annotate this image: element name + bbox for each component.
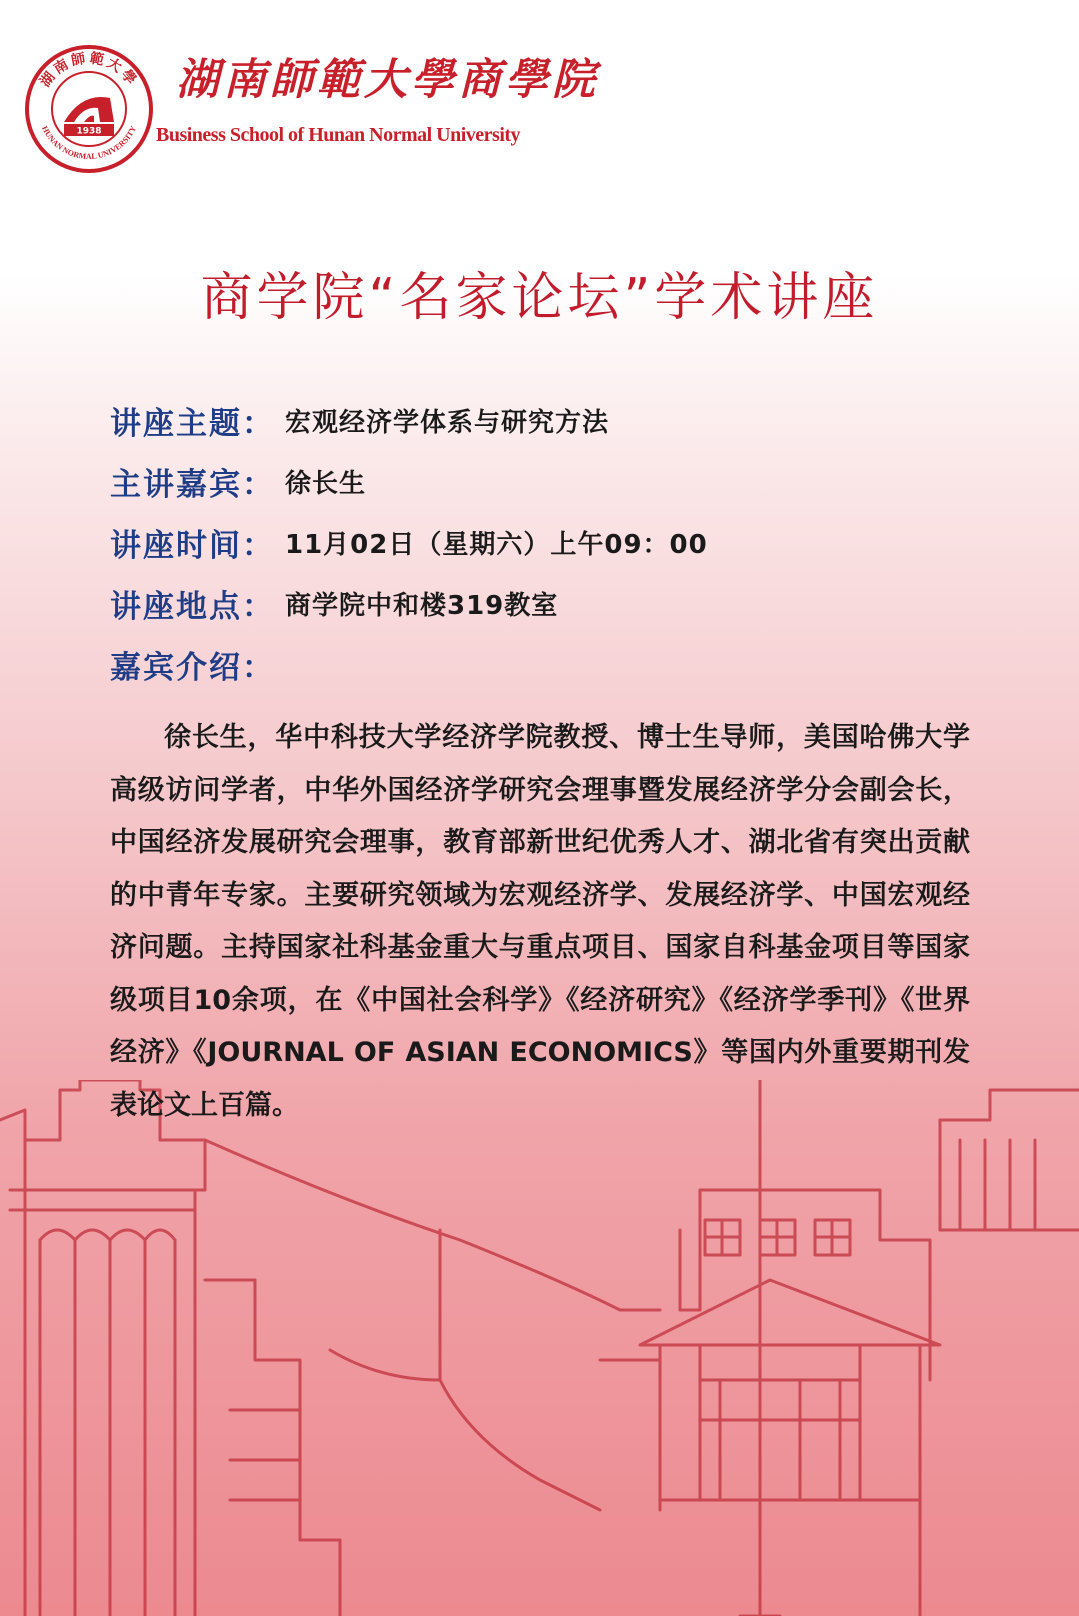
info-row-speaker <box>110 459 366 503</box>
pavilion-outline <box>640 1280 940 1345</box>
speaker-introduction: 徐长生，华中科技大学经济学院教授、博士生导师，美国哈佛大学高级访问学者，中华外国经济学研究会理事暨发展经济学分会副会长，中国经济发展研究会理事，教育部新世纪优秀人才、湖北省有突出贡献的中青年专家。主要研究领域为宏观经济学、发展经济学、中国宏观经济问题。主持国家社科基金重大与重点项目、国家自科基金项目等国家级项目10余项，在《中国社会科学》《经济研究》《经济学季刊》《世界经济》《JOURNAL OF ASIAN ECONOMICS》等国内外重要期刊发表论文上百篇。 <box>110 722 970 1121</box>
university-seal-logo <box>24 44 154 174</box>
campus-skyline-illustration <box>0 1080 1079 1616</box>
svg-text:HUNAN NORMAL UNIVERSITY: HUNAN NORMAL UNIVERSITY <box>40 124 138 162</box>
school-name-chinese: 湖南師範大學商學院 <box>176 55 599 105</box>
location-label: 讲座地点： <box>110 589 275 625</box>
school-name-english: Business School of Hunan Normal University <box>156 124 521 146</box>
info-row-topic <box>110 398 609 442</box>
hall-outline <box>205 1140 660 1310</box>
intro-label: 嘉宾介绍： <box>110 650 275 686</box>
topic-value: 宏观经济学体系与研究方法 <box>285 408 610 438</box>
info-row-intro <box>110 642 275 686</box>
time-value: 11月02日（星期六）上午09：00 <box>285 530 708 560</box>
speaker-label: 主讲嘉宾： <box>110 467 275 503</box>
poster-title: 商学院“名家论坛”学术讲座 <box>200 268 879 328</box>
speaker-value: 徐长生 <box>285 469 367 499</box>
info-row-time <box>110 520 708 564</box>
svg-text:1938: 1938 <box>76 126 102 137</box>
time-label: 讲座时间： <box>110 528 275 564</box>
topic-label: 讲座主题： <box>110 406 275 442</box>
location-value: 商学院中和楼319教室 <box>285 591 559 621</box>
info-row-location <box>110 581 558 625</box>
svg-text:湖南師範大學: 湖南師範大學 <box>37 50 141 91</box>
lamp-post <box>760 1080 880 1616</box>
